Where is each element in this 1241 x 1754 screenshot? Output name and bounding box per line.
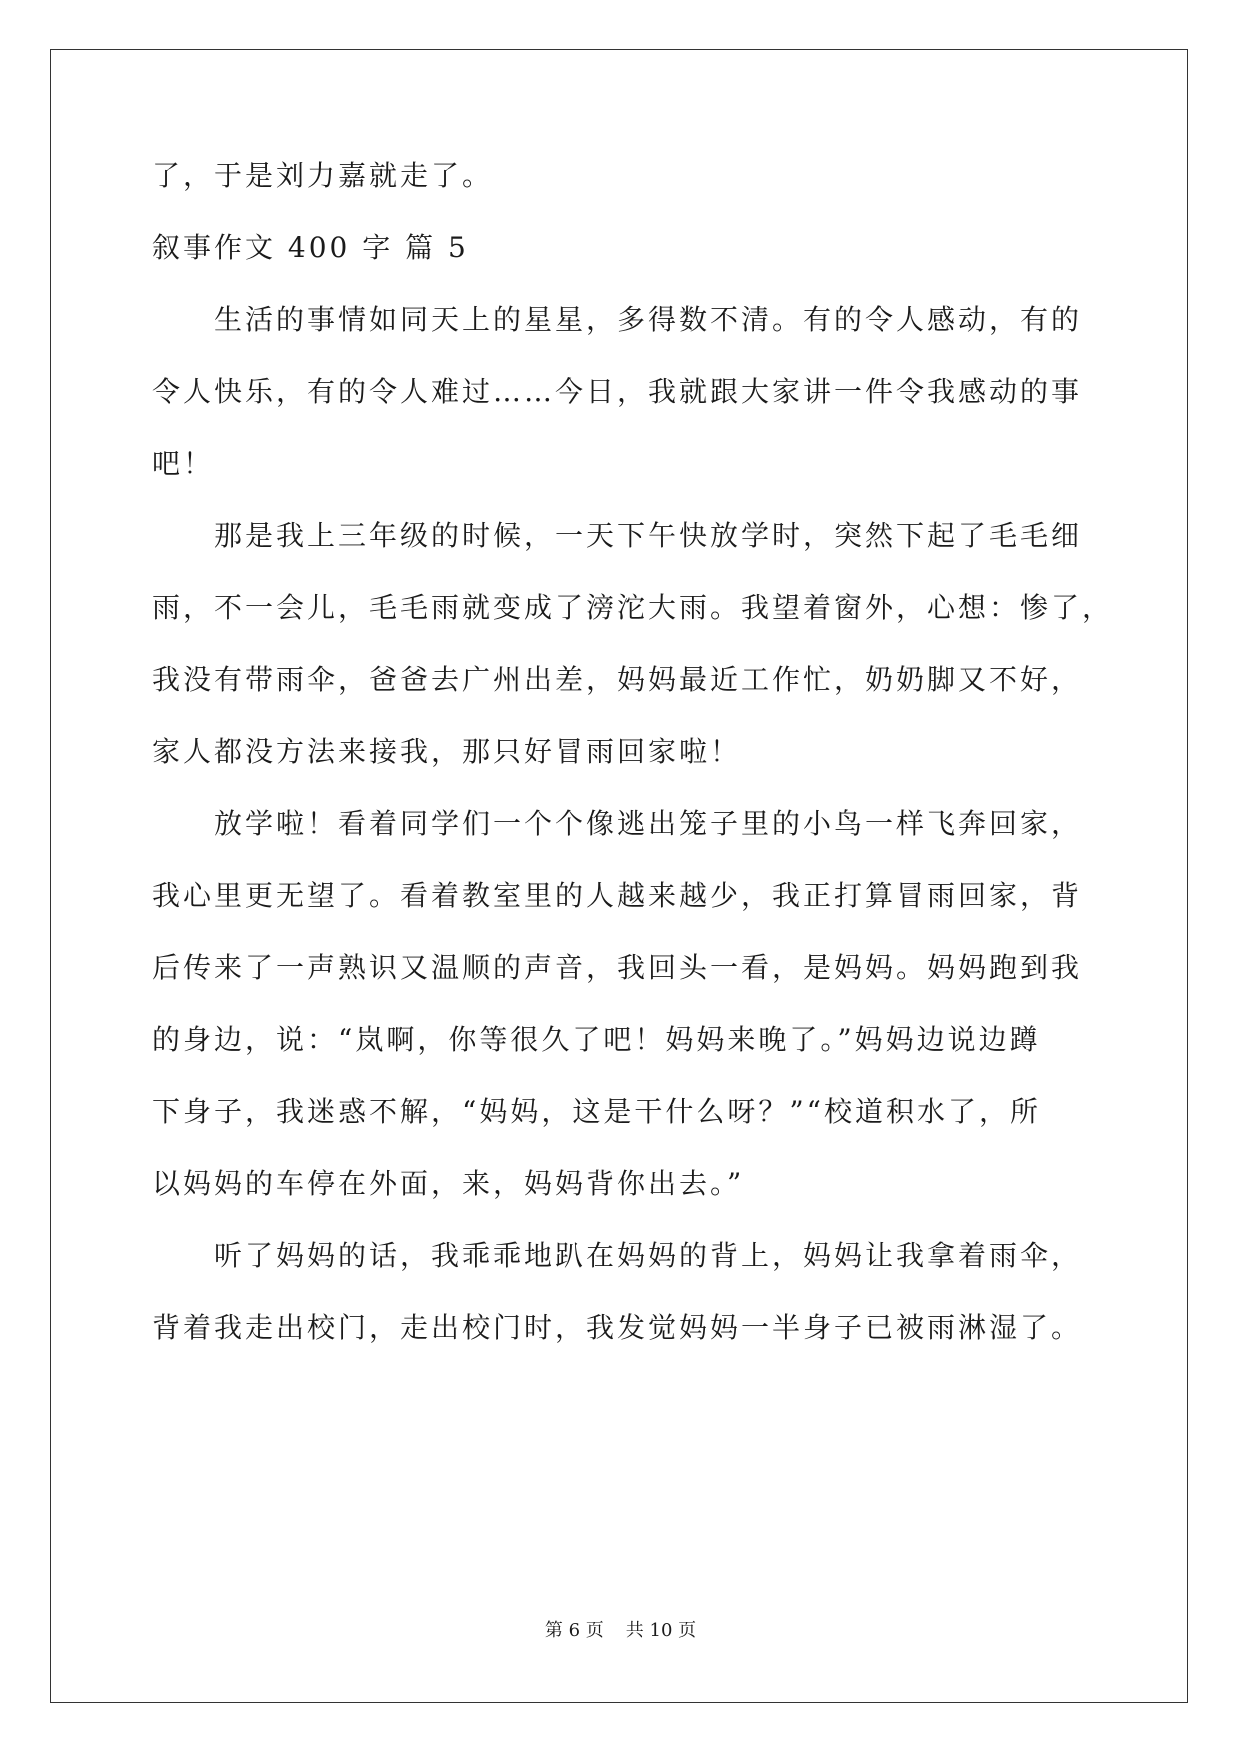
page-total: 共 10 页 [625,1620,697,1641]
text-line: 家人都没方法来接我，那只好冒雨回家啦！ [152,735,742,768]
page-footer [0,1619,1241,1643]
text-line: 我心里更无望了。看着教室里的人越来越少，我正打算冒雨回家，背 [152,879,1083,912]
text-line: 令人快乐，有的令人难过……今日，我就跟大家讲一件令我感动的事 [152,375,1083,408]
text-line: 后传来了一声熟识又温顺的声音，我回头一看，是妈妈。妈妈跑到我 [152,951,1083,984]
text-line: 雨，不一会儿，毛毛雨就变成了滂沱大雨。我望着窗外，心想：惨了， [152,591,1114,624]
text-line: 了，于是刘力嘉就走了。 [152,159,494,192]
essay-heading: 叙事作文 400 字 篇 5 [152,231,469,264]
text-line: 的身边，说：“岚啊，你等很久了吧！妈妈来晚了。”妈妈边说边蹲 [152,1023,1041,1056]
text-line: 吧！ [152,447,215,480]
text-line: 以妈妈的车停在外面，来，妈妈背你出去。” [152,1167,745,1200]
text-line: 生活的事情如同天上的星星，多得数不清。有的令人感动，有的 [152,303,1083,336]
page-number: 第 6 页 [544,1620,604,1641]
text-line: 我没有带雨伞，爸爸去广州出差，妈妈最近工作忙，奶奶脚又不好， [152,663,1083,696]
text-line: 下身子，我迷惑不解，“妈妈，这是干什么呀？”“校道积水了，所 [152,1095,1041,1128]
text-line: 背着我走出校门，走出校门时，我发觉妈妈一半身子已被雨淋湿了。 [152,1311,1083,1344]
text-line: 放学啦！看着同学们一个个像逃出笼子里的小鸟一样飞奔回家， [152,807,1083,840]
text-line: 听了妈妈的话，我乖乖地趴在妈妈的背上，妈妈让我拿着雨伞， [152,1239,1083,1272]
text-line: 那是我上三年级的时候，一天下午快放学时，突然下起了毛毛细 [152,519,1083,552]
